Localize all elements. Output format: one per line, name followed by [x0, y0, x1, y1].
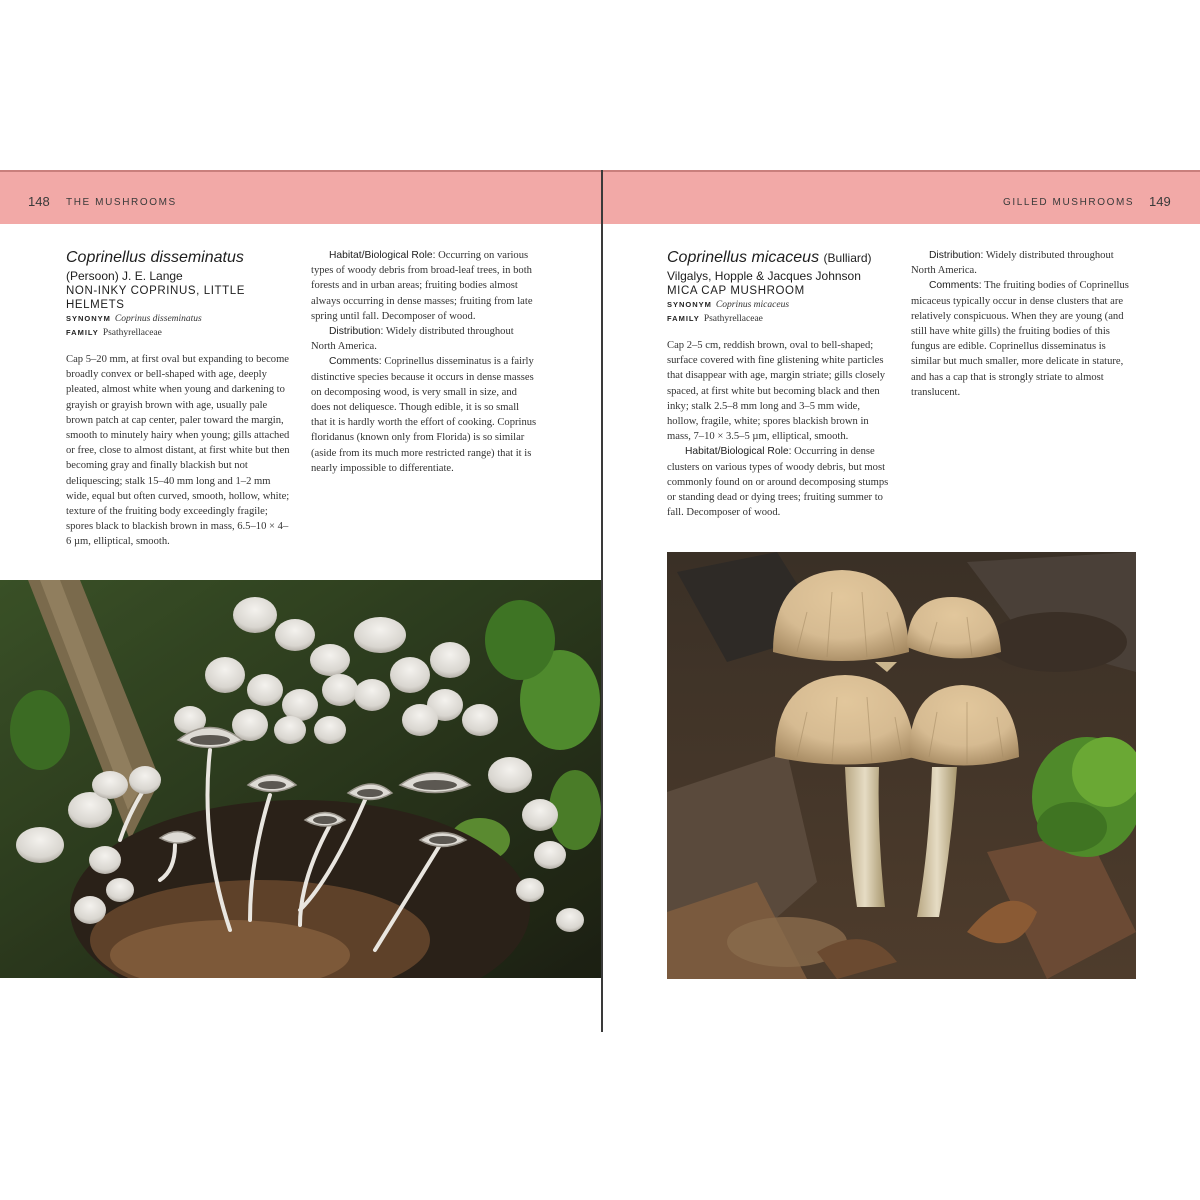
- comments-paragraph: [311, 354, 537, 476]
- right-page: [603, 170, 1200, 1032]
- header-band: [0, 170, 601, 224]
- comments-label: Comments:: [929, 280, 982, 292]
- synonym: Coprinus disseminatus: [114, 314, 202, 324]
- synonym-line: [66, 312, 292, 326]
- distribution-label: Distribution:: [329, 326, 384, 338]
- authority-inline: (Bulliard): [823, 251, 872, 265]
- habitat-label: Habitat/Biological Role:: [685, 446, 792, 458]
- comments-text: The fruiting bodies of Coprinellus micaceus typically occur in dense clusters that are relatively conspicuous. When they are young (and still have white gills) the fruiting bodies of this fungus are edible. Coprinellus disseminatus is similar but much smaller, more delicate in stature, and has a cap that is strongly striate to almost translucent.: [911, 280, 1129, 398]
- synonym-label: SYNONYM: [66, 314, 111, 323]
- comments-label: Comments:: [329, 356, 382, 368]
- left-column-1: [66, 248, 292, 550]
- distribution-text: Widely distributed throughout North America.: [911, 250, 1114, 277]
- habitat-text: Occurring in dense clusters on various types of woody debris, but most commonly found on or around decomposing stumps or standing dead or dying trees; fruiting summer to fall. Decomposer of wood.: [667, 446, 889, 519]
- book-spread: [0, 170, 1200, 1032]
- comments-text: Coprinellus disseminatus is a fairly distinctive species because it occurs in dense masses on decomposing wood, is very small in size, and does not deliquesce. Though edible, it is so small that it is hardly worth the effort of cooking. Coprinus floridanus (known only from Florida) is so similar (aside from its much more restricted range) that it is nearly impossible to differentiate.: [311, 356, 537, 474]
- distribution-text: Widely distributed throughout North America.: [311, 326, 514, 353]
- page-number: 149: [1149, 194, 1171, 209]
- right-column-2: [911, 248, 1137, 400]
- scientific-name-line: [667, 248, 893, 268]
- mica-cap-image: [667, 552, 1136, 979]
- distribution-paragraph: [311, 324, 537, 354]
- synonym: Coprinus micaceus: [715, 300, 790, 310]
- family-line: [667, 312, 893, 326]
- page-number: 148: [28, 194, 50, 209]
- running-head: GILLED MUSHROOMS: [1003, 197, 1135, 208]
- distribution-label: Distribution:: [929, 250, 984, 261]
- common-name: MICA CAP MUSHROOM: [667, 285, 805, 297]
- family-label: FAMILY: [66, 328, 99, 337]
- description: Cap 5–20 mm, at first oval but expanding to become broadly convex or bell-shaped with age, deeply pleated, almost white when young and darkening to grayish or grayish brown with age, usually pale brown patch at cap center, paler toward the margin, smooth to minutely hairy when young; gills attached or free, close to almost distant, at first white but then becoming gray and finally blackish but not deliquescing; stalk 15–40 mm long and 1–2 mm wide, equal but often curved, smooth, hollow, white; texture of the fruiting body exceedingly fragile; spores black to blackish brown in mass, 6.5–10 × 4–6 µm, elliptical, smooth.: [66, 354, 290, 548]
- photo-coprinellus-micaceus: [667, 552, 1136, 979]
- synonym-label: SYNONYM: [667, 300, 712, 309]
- mushroom-cluster-image: [0, 580, 601, 978]
- family-label: FAMILY: [667, 314, 700, 323]
- habitat-text: Occurring on various types of woody debris from broad-leaf trees, in both forests and in urban areas; fruiting bodies almost always occurring in dense masses; fruiting from late spring until fall. Decomposer of wood.: [311, 250, 533, 322]
- left-column-2: [311, 248, 537, 568]
- habitat-label: Habitat/Biological Role:: [329, 250, 436, 261]
- photo-coprinellus-disseminatus: [0, 580, 601, 978]
- family: Psathyrellaceae: [102, 328, 162, 338]
- family: Psathyrellaceae: [703, 314, 763, 324]
- authority: (Persoon) J. E. Lange: [66, 269, 183, 283]
- habitat-paragraph: [311, 248, 537, 324]
- scientific-name: Coprinellus disseminatus: [66, 249, 244, 266]
- description: Cap 2–5 cm, reddish brown, oval to bell-shaped; surface covered with fine glistening white particles that disappear with age, margin striate; gills closely spaced, at first white but becoming black and then inky; stalk 2.5–8 mm long and 3–5 mm wide, hollow, fragile, white; spores blackish brown in mass, 7–10 × 3.5–5 µm, elliptical, smooth.: [667, 340, 886, 443]
- family-line: [66, 326, 292, 340]
- scientific-name: Coprinellus micaceus: [667, 249, 820, 266]
- common-name: NON-INKY COPRINUS, LITTLE HELMETS: [66, 285, 246, 311]
- left-page: [0, 170, 601, 1032]
- comments-paragraph: [911, 278, 1137, 400]
- running-head: THE MUSHROOMS: [66, 197, 177, 208]
- distribution-paragraph: [911, 248, 1137, 278]
- habitat-paragraph: [667, 444, 893, 520]
- synonym-line: [667, 298, 893, 312]
- authority: Vilgalys, Hopple & Jacques Johnson: [667, 269, 861, 283]
- header-band: [603, 170, 1200, 224]
- right-column-1: [667, 248, 893, 520]
